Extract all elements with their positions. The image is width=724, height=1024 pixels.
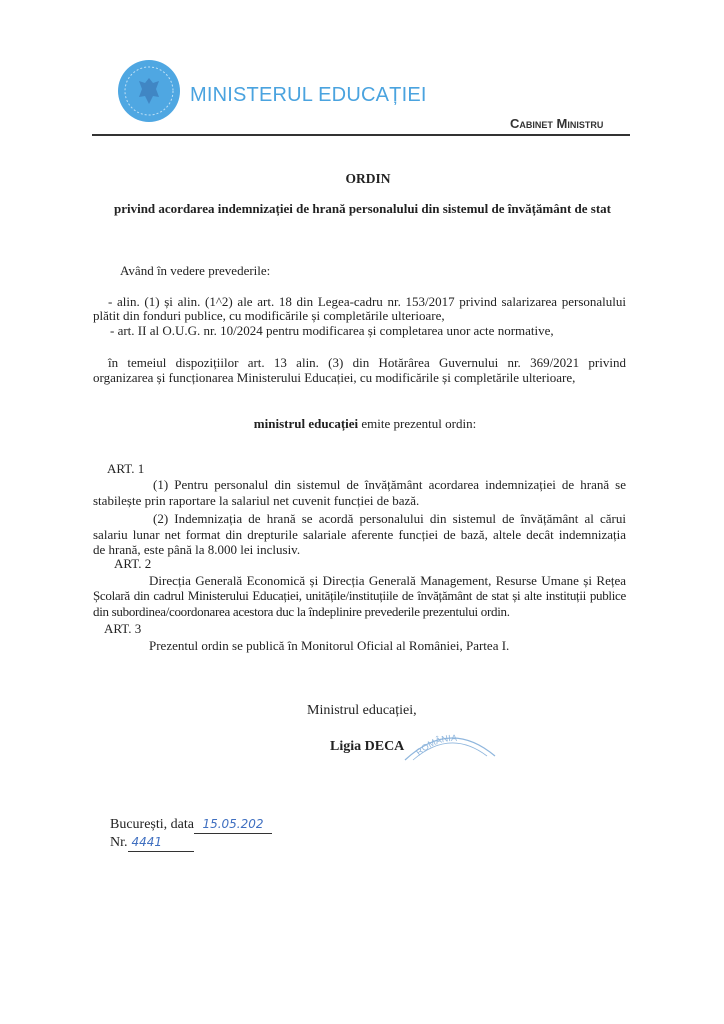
place-date [110, 817, 272, 834]
art1-heading: ART. 1 [107, 461, 145, 476]
preamble-item: - art. II al O.U.G. nr. 10/2024 pentru modificarea și completarea unor acte normative, [110, 323, 554, 338]
art2-text: Școlară din cadrul Ministerului Educației, unitățile/instituțiile de învățământ de stat și alte instituții publice [93, 588, 626, 603]
document-title: ORDIN [345, 171, 391, 186]
signatory-role: Ministrul educației, [307, 703, 417, 718]
art2-heading: ART. 2 [114, 556, 152, 571]
nr-value: 4441 [131, 835, 163, 849]
header-divider [92, 134, 630, 136]
art1-text: de hrană, este până la 8.000 lei inclusiv. [93, 542, 301, 557]
art3-text: Prezentul ordin se publică în Monitorul Oficial al României, Partea I. [149, 638, 510, 653]
art3-heading: ART. 3 [104, 621, 142, 636]
art2-text: Direcția Generală Economică și Direcția Generală Management, Resurse Umane și Rețea [149, 573, 626, 588]
official-stamp [395, 722, 505, 762]
date-value: 15.05.202 [202, 817, 264, 831]
number-line [110, 835, 194, 852]
nr-label: Nr. [110, 835, 128, 850]
art1-text: salariu lunar net format din drepturile salariale aferente funcției de bază, altele decât indemnizația [93, 527, 626, 542]
preamble-intro: Având în vedere prevederile: [120, 263, 271, 278]
issuer-rest: emite prezentul ordin: [358, 416, 477, 431]
issuer: ministrul educației [253, 416, 359, 431]
legal-basis: organizarea și funcționarea Ministerului Educației, cu modificările și completările ulterioare, [93, 370, 576, 385]
art1-text: (2) Indemnizația de hrană se acordă personalului din sistemul de învățământ al cărui [153, 511, 626, 526]
signatory-name: Ligia DECA [330, 739, 405, 754]
ministry-logo [118, 60, 180, 122]
art1-text: stabilește prin raportare la salariul net cuvenit funcției de bază. [93, 493, 420, 508]
date-field [194, 817, 272, 834]
nr-field [128, 835, 194, 852]
legal-basis: în temeiul dispozițiilor art. 13 alin. (3) din Hotărârea Guvernului nr. 369/2021 privind [108, 355, 626, 370]
ministry-name: MINISTERUL EDUCAȚIEI [190, 84, 427, 106]
preamble-item: - alin. (1) și alin. (1^2) ale art. 18 din Legea-cadru nr. 153/2017 privind salarizarea personalului [108, 294, 626, 309]
document-subtitle: privind acordarea indemnizației de hrană personalului din sistemul de învățământ de stat [113, 201, 612, 216]
issuing-statement [200, 416, 530, 431]
art2-text: din subordinea/coordonarea acestora duc la îndeplinire prevederile prezentului ordin. [93, 604, 510, 619]
place-label: București, data [110, 817, 194, 832]
svg-text:ROMÂNIA: ROMÂNIA [413, 732, 458, 758]
preamble-item: plătit din fonduri publice, cu modificările și completările ulterioare, [93, 308, 445, 323]
cabinet-label: Cabinet Ministru [510, 116, 604, 131]
art1-text: (1) Pentru personalul din sistemul de învățământ acordarea indemnizației de hrană se [153, 477, 626, 492]
